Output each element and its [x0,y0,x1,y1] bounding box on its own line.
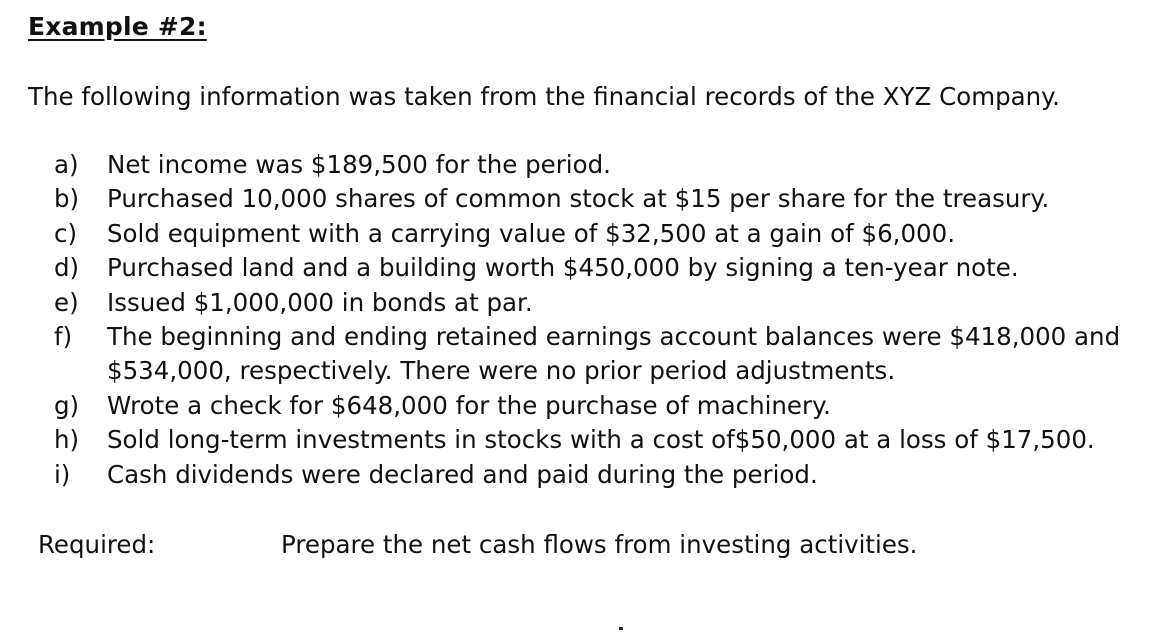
list-marker: c) [54,218,78,248]
page-title: Example #2: [28,12,207,41]
list-marker: h) [54,425,80,455]
transaction-list [54,148,1154,492]
required-label: Required: [38,530,156,559]
list-item [54,423,1154,457]
list-item-text-continued: $534,000, respectively. There were no prior period adjustments. [107,356,896,386]
list-item-text: Wrote a check for $648,000 for the purchase of machinery. [107,390,831,420]
list-item-text: Purchased land and a building worth $450,000 by signing a ten-year note. [107,253,1019,283]
list-item-text: Purchased 10,000 shares of common stock at $15 per share for the treasury. [107,184,1050,214]
list-item [54,182,1154,216]
stray-mark [619,627,623,630]
list-marker: a) [54,150,79,179]
intro-paragraph: The following information was taken from the financial records of the XYZ Company. [28,82,1060,111]
list-item-text: Sold equipment with a carrying value of $32,500 at a gain of $6,000. [107,218,956,248]
list-item [54,286,1154,320]
list-item-text: Cash dividends were declared and paid during the period. [107,459,818,489]
list-marker: e) [54,287,79,317]
list-item [54,389,1154,423]
list-item [54,320,1154,389]
list-item-text: Sold long-term investments in stocks with a cost of$50,000 at a loss of $17,500. [107,425,1095,455]
list-item [54,251,1154,285]
list-item [54,217,1154,251]
list-item-text: Issued $1,000,000 in bonds at par. [107,287,533,317]
list-marker: g) [54,390,80,420]
list-marker: f) [54,322,73,352]
list-marker: b) [54,184,80,214]
list-item [54,148,1154,182]
list-marker: i) [54,459,71,489]
list-item-text: The beginning and ending retained earnings account balances were $418,000 and [107,322,1121,352]
list-item-text: Net income was $189,500 for the period. [107,150,611,179]
list-item [54,458,1154,492]
required-instruction: Prepare the net cash flows from investing activities. [281,530,918,559]
list-marker: d) [54,253,80,283]
